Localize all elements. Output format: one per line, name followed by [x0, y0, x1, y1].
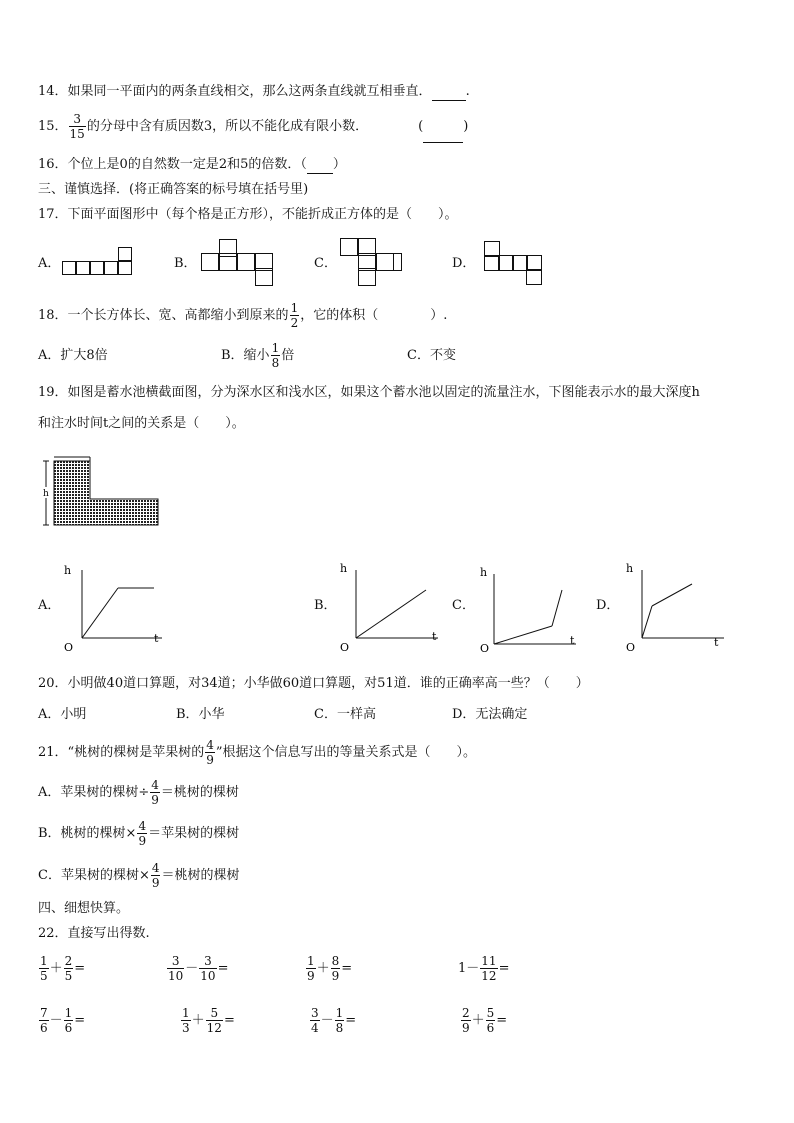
- option-label-d[interactable]: D．: [596, 598, 620, 613]
- option-label-b[interactable]: B．: [174, 256, 197, 271]
- calc-item: $\frac{3}{10}$ － $\frac{3}{10}$ =: [168, 954, 229, 983]
- svg-text:t: t: [714, 636, 719, 649]
- answer-blank[interactable]: [432, 84, 466, 101]
- graph-b: [334, 558, 446, 653]
- svg-text:O: O: [480, 642, 490, 653]
- pool-cross-section: [42, 455, 162, 530]
- option-a[interactable]: A．小明: [38, 707, 87, 722]
- svg-text:h: h: [626, 562, 634, 575]
- question-22: 22．直接写出得数.: [38, 926, 150, 941]
- svg-text:h: h: [340, 562, 348, 575]
- question-14: 14．如果同一平面内的两条直线相交，那么这两条直线就互相垂直． .: [38, 84, 470, 99]
- svg-text:O: O: [626, 641, 636, 653]
- question-17: 17．下面平面图形中（每个格是正方形），不能折成正方体的是（ ）。: [38, 207, 458, 222]
- svg-text:t: t: [432, 630, 437, 643]
- fraction: $\frac{1}{2}$: [290, 301, 299, 330]
- option-c[interactable]: C．不变: [407, 348, 456, 363]
- svg-text:h: h: [64, 564, 72, 577]
- option-label-b[interactable]: B．: [314, 598, 337, 613]
- option-b[interactable]: B．缩小 $\frac{1}{8}$ 倍: [221, 341, 295, 370]
- svg-text:h: h: [480, 566, 488, 579]
- question-19-line2: 和注水时间t之间的关系是（ ）。: [38, 416, 245, 431]
- section-4-heading: 四、细想快算。: [38, 901, 130, 916]
- option-a[interactable]: A．苹果树的棵树÷ $\frac{4}{9}$ ＝桃树的棵树: [38, 778, 239, 807]
- calc-item: $\frac{1}{5}$ ＋ $\frac{2}{5}$ =: [40, 954, 86, 983]
- option-a[interactable]: A．扩大8倍: [38, 348, 108, 363]
- option-label-d[interactable]: D．: [452, 256, 476, 271]
- option-c[interactable]: C．苹果树的棵树× $\frac{4}{9}$ ＝桃树的棵树: [38, 861, 240, 890]
- question-15: 15． $\frac{3}{15}$ 的分母中含有质因数3，所以不能化成有限小数． ( ): [38, 112, 469, 141]
- pool-depth-label: h: [43, 489, 49, 499]
- option-c[interactable]: C．一样高: [314, 707, 376, 722]
- graph-d: [620, 558, 732, 653]
- calc-item: 1－ $\frac{11}{12}$ =: [458, 954, 510, 983]
- calc-item: $\frac{1}{3}$ ＋ $\frac{5}{12}$ =: [182, 1006, 235, 1035]
- svg-text:O: O: [64, 641, 74, 653]
- question-20: 20．小明做40道口算题，对34道；小华做60道口算题，对51道．谁的正确率高一些？（ ）: [38, 676, 589, 691]
- option-label-c[interactable]: C．: [452, 598, 475, 613]
- option-label-a[interactable]: A．: [38, 256, 61, 271]
- option-label-a[interactable]: A．: [38, 598, 61, 613]
- question-number: 14．: [38, 84, 68, 99]
- question-18: 18．一个长方体长、宽、高都缩小到原来的 $\frac{1}{2}$ ，它的体积（ ）.: [38, 301, 448, 330]
- calc-item: $\frac{3}{4}$ － $\frac{1}{8}$ =: [311, 1006, 357, 1035]
- question-19-line1: 19．如图是蓄水池横截面图，分为深水区和浅水区，如果这个蓄水池以固定的流量注水，下图能表示水的最大深度h: [38, 385, 700, 400]
- calc-item: $\frac{1}{9}$ ＋ $\frac{8}{9}$ =: [307, 954, 353, 983]
- option-d[interactable]: D．无法确定: [452, 707, 528, 722]
- option-label-c[interactable]: C．: [314, 256, 337, 271]
- question-21: 21．“桃树的棵树是苹果树的 $\frac{4}{9}$ ”根据这个信息写出的等量关系式是（ ）。: [38, 738, 476, 767]
- svg-text:t: t: [570, 634, 575, 647]
- question-text: 如果同一平面内的两条直线相交，那么这两条直线就互相垂直．: [67, 84, 432, 99]
- option-b[interactable]: B．桃树的棵树× $\frac{4}{9}$ ＝苹果树的棵树: [38, 819, 240, 848]
- calc-item: $\frac{7}{6}$ － $\frac{1}{6}$ =: [40, 1006, 86, 1035]
- graph-c: [474, 558, 586, 653]
- fraction: $\frac{3}{15}$: [69, 112, 85, 141]
- svg-text:O: O: [340, 641, 350, 653]
- calc-item: $\frac{2}{9}$ ＋ $\frac{5}{6}$ =: [462, 1006, 508, 1035]
- section-3-heading: 三、谨慎选择．(将正确答案的标号填在括号里): [38, 182, 309, 197]
- question-16: 16．个位上是0的自然数一定是2和5的倍数．（ ）: [38, 157, 346, 172]
- graph-a: [58, 558, 170, 653]
- answer-blank[interactable]: [423, 112, 463, 143]
- option-b[interactable]: B．小华: [176, 707, 225, 722]
- answer-blank[interactable]: [307, 157, 333, 174]
- svg-text:t: t: [154, 632, 159, 645]
